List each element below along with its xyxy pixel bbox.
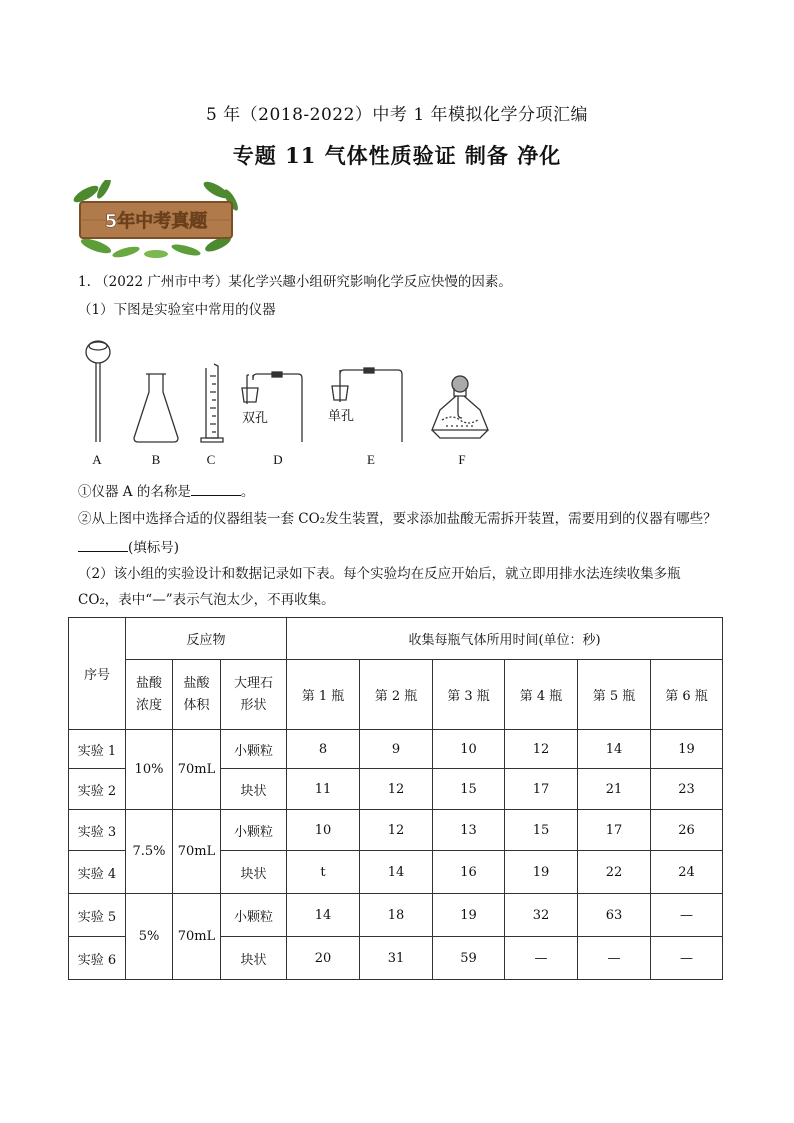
cell-time: 21	[578, 769, 651, 810]
cell-time: 15	[433, 769, 505, 810]
cell-time: 8	[287, 730, 360, 769]
cell-time: 11	[287, 769, 360, 810]
cell-time: 23	[651, 769, 723, 810]
cell-time: 22	[578, 851, 651, 894]
table-row	[69, 730, 723, 769]
cell-shape: 小颗粒	[221, 810, 287, 851]
single-hole-stopper-icon	[332, 368, 402, 442]
table-row	[69, 894, 723, 937]
header-time: 收集每瓶气体所用时间(单位：秒)	[287, 618, 723, 660]
cell-vol: 70mL	[173, 810, 221, 894]
header-bottle-5: 第 5 瓶	[578, 660, 651, 730]
apparatus-label-e: E	[367, 452, 375, 467]
cell-time: t	[287, 851, 360, 894]
q2-answer-blank[interactable]	[78, 537, 128, 552]
cell-shape: 块状	[221, 937, 287, 980]
question-q2: ②从上图中选择合适的仪器组装一套 CO₂发生装置，要求添加盐酸无需拆开装置，需要用到的仪器有哪些？	[78, 511, 717, 527]
cell-time: —	[651, 894, 723, 937]
row-name: 实验 6	[69, 937, 126, 980]
cell-time: 10	[433, 730, 505, 769]
cell-time: 13	[433, 810, 505, 851]
table-body	[69, 730, 723, 980]
apparatus-label-b: B	[151, 452, 161, 467]
q2-fill-text: (填标号)	[128, 540, 180, 556]
cell-time: 20	[287, 937, 360, 980]
question-part2-line2: CO₂，表中“—”表示气泡太少，不再收集。	[78, 592, 335, 608]
question-intro: 1. （2022 广州市中考）某化学兴趣小组研究影响化学反应快慢的因素。	[78, 274, 512, 290]
banner-text: 5年中考真题	[104, 211, 208, 232]
experiment-table	[68, 617, 723, 980]
cell-time: 19	[433, 894, 505, 937]
header-reactant: 反应物	[126, 618, 287, 660]
cell-time: 63	[578, 894, 651, 937]
gas-generator-icon	[432, 376, 488, 438]
cell-time: 59	[433, 937, 505, 980]
cell-time: 18	[360, 894, 433, 937]
header-bottle-1: 第 1 瓶	[287, 660, 360, 730]
cell-time: —	[651, 937, 723, 980]
cell-time: 17	[505, 769, 578, 810]
cell-conc: 5%	[126, 894, 173, 980]
funnel-icon	[86, 341, 110, 442]
row-name: 实验 5	[69, 894, 126, 937]
cell-time: 26	[651, 810, 723, 851]
cell-shape: 小颗粒	[221, 894, 287, 937]
cell-time: 14	[578, 730, 651, 769]
document-subtitle: 5 年（2018-2022）中考 1 年模拟化学分项汇编	[205, 105, 589, 125]
cell-time: 31	[360, 937, 433, 980]
document-title: 专题 11 气体性质验证 制备 净化	[232, 143, 562, 168]
row-name: 实验 1	[69, 730, 126, 769]
apparatus-label-c: C	[206, 452, 216, 467]
apparatus-label-a: A	[92, 452, 102, 467]
apparatus-figure	[70, 330, 530, 475]
header-bottle-2: 第 2 瓶	[360, 660, 433, 730]
cell-time: 12	[360, 769, 433, 810]
cell-shape: 小颗粒	[221, 730, 287, 769]
double-hole-stopper-icon	[242, 372, 302, 442]
header-vol: 盐酸 体积	[173, 660, 221, 730]
q1-end: 。	[240, 484, 255, 500]
cell-time: 19	[651, 730, 723, 769]
table-header-row	[69, 618, 723, 660]
question-part1: （1）下图是实验室中常用的仪器	[78, 302, 276, 318]
table-subheader-row	[69, 660, 723, 730]
question-q1	[78, 481, 254, 502]
section-banner	[66, 180, 246, 260]
cell-time: 32	[505, 894, 578, 937]
row-name: 实验 3	[69, 810, 126, 851]
row-name: 实验 4	[69, 851, 126, 894]
header-bottle-4: 第 4 瓶	[505, 660, 578, 730]
question-q2-fill	[78, 537, 179, 558]
apparatus-label-d: D	[273, 452, 283, 467]
cell-vol: 70mL	[173, 730, 221, 810]
cell-vol: 70mL	[173, 894, 221, 980]
cell-time: 24	[651, 851, 723, 894]
stopper-single-label: 单孔	[328, 409, 355, 424]
cell-time: —	[578, 937, 651, 980]
cell-conc: 7.5%	[126, 810, 173, 894]
row-name: 实验 2	[69, 769, 126, 810]
cell-time: 10	[287, 810, 360, 851]
q1-answer-blank[interactable]	[191, 481, 241, 496]
cell-time: 16	[433, 851, 505, 894]
q1-text: ①仪器 A 的名称是	[78, 484, 191, 500]
cell-time: 12	[360, 810, 433, 851]
conical-flask-icon	[134, 374, 178, 442]
header-marble: 大理石 形状	[221, 660, 287, 730]
cell-time: 14	[287, 894, 360, 937]
cell-time: 17	[578, 810, 651, 851]
cell-shape: 块状	[221, 851, 287, 894]
apparatus-label-f: F	[458, 452, 466, 467]
header-conc: 盐酸 浓度	[126, 660, 173, 730]
header-bottle-3: 第 3 瓶	[433, 660, 505, 730]
cell-time: 19	[505, 851, 578, 894]
cell-time: —	[505, 937, 578, 980]
stopper-double-label: 双孔	[242, 411, 269, 426]
cell-shape: 块状	[221, 769, 287, 810]
graduated-cylinder-icon	[201, 364, 223, 442]
header-seq: 序号	[69, 618, 126, 730]
question-part2-line1: （2）该小组的实验设计和数据记录如下表。每个实验均在反应开始后，就立即用排水法连续收集多瓶	[78, 566, 681, 582]
cell-time: 12	[505, 730, 578, 769]
cell-conc: 10%	[126, 730, 173, 810]
cell-time: 14	[360, 851, 433, 894]
cell-time: 15	[505, 810, 578, 851]
table-row	[69, 810, 723, 851]
cell-time: 9	[360, 730, 433, 769]
header-bottle-6: 第 6 瓶	[651, 660, 723, 730]
